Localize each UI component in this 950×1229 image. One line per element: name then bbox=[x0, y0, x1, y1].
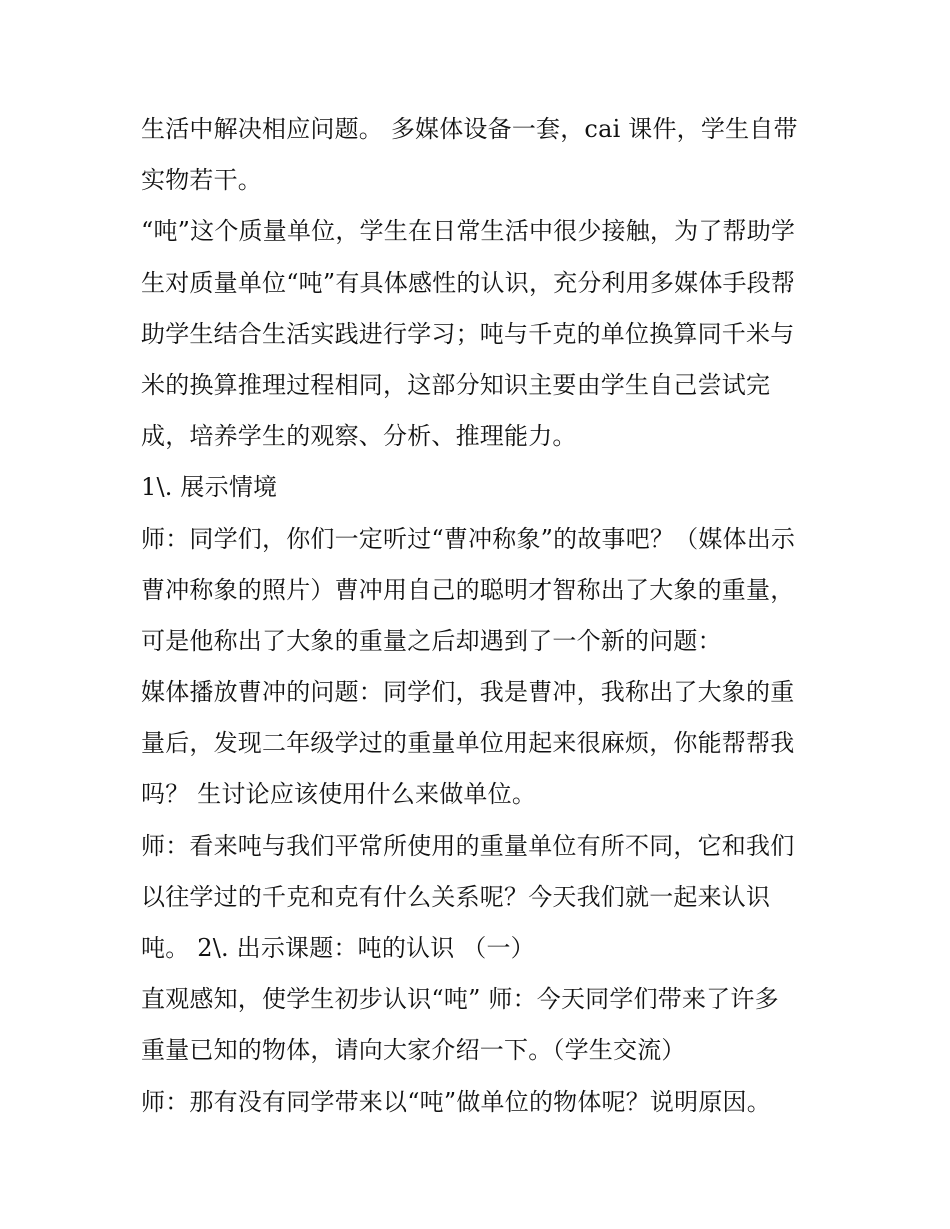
text-line: 吗？ 生讨论应该使用什么来做单位。 bbox=[141, 780, 537, 809]
text-line: 生对质量单位“吨”有具体感性的认识，充分利用多媒体手段帮 bbox=[141, 268, 796, 297]
text-line: 师：看来吨与我们平常所使用的重量单位有所不同，它和我们 bbox=[141, 831, 795, 860]
text-line: 师：同学们，你们一定听过“曹冲称象”的故事吧？（媒体出示 bbox=[141, 524, 796, 553]
text-line: 曹冲称象的照片）曹冲用自己的聪明才智称出了大象的重量， bbox=[141, 575, 795, 604]
text-line: 量后，发现二年级学过的重量单位用起来很麻烦，你能帮帮我 bbox=[141, 729, 795, 758]
text-line: 成，培养学生的观察、分析、推理能力。 bbox=[141, 422, 577, 451]
text-line: “吨”这个质量单位，学生在日常生活中很少接触，为了帮助学 bbox=[141, 217, 796, 246]
text-line: 师：那有没有同学带来以“吨”做单位的物体呢？说明原因。 bbox=[141, 1087, 771, 1116]
section-heading: 1\. 展示情境 bbox=[141, 473, 278, 502]
text-line: 吨。 2\. 出示课题：吨的认识 （一） bbox=[141, 934, 535, 962]
document-body bbox=[141, 104, 821, 1128]
text-line: 重量已知的物体，请向大家介绍一下。（学生交流） bbox=[141, 1036, 686, 1065]
text-line: 直观感知，使学生初步认识“吨” 师：今天同学们带来了许多 bbox=[141, 985, 779, 1014]
text-line: 米的换算推理过程相同，这部分知识主要由学生自己尝试完 bbox=[141, 370, 771, 399]
text-line: 助学生结合生活实践进行学习；吨与千克的单位换算同千米与 bbox=[141, 319, 795, 348]
text-line: 生活中解决相应问题。 多媒体设备一套，cai 课件，学生自带 bbox=[141, 115, 798, 143]
text-line: 媒体播放曹冲的问题：同学们，我是曹冲，我称出了大象的重 bbox=[141, 678, 795, 707]
text-line: 实物若干。 bbox=[141, 166, 262, 195]
text-line: 可是他称出了大象的重量之后却遇到了一个新的问题： bbox=[141, 626, 722, 655]
text-line: 以往学过的千克和克有什么关系呢？今天我们就一起来认识 bbox=[141, 882, 771, 911]
